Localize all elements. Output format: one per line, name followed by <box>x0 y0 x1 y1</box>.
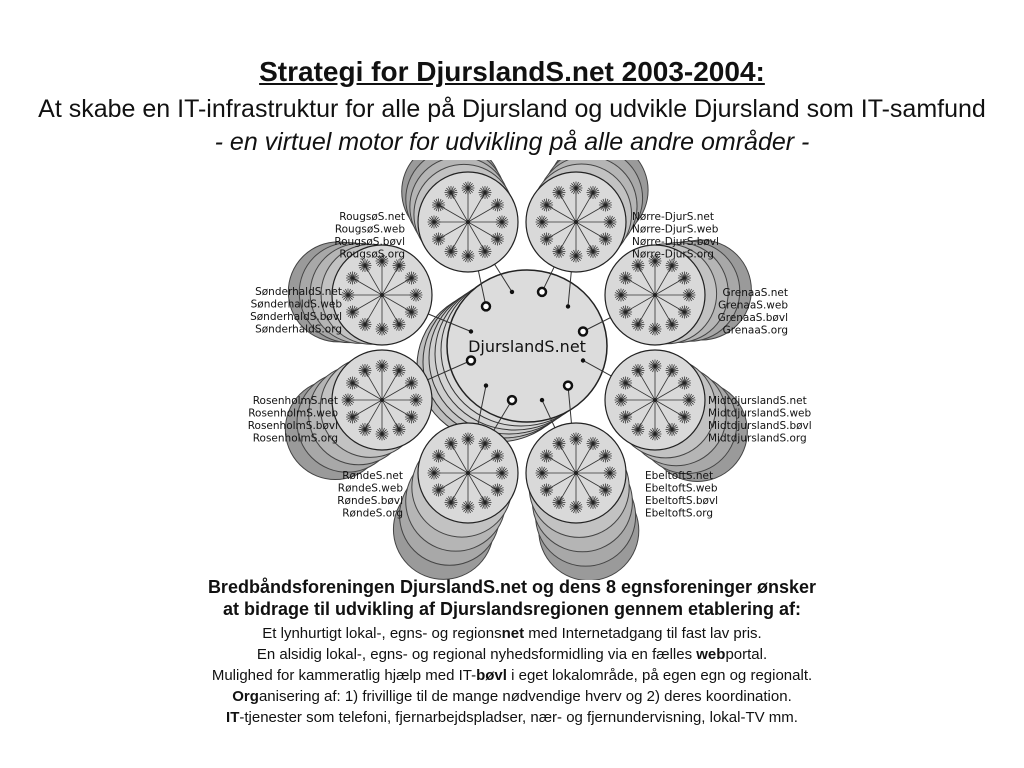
node-hub-dot <box>380 398 384 402</box>
node-label: EbeltoftS.bøvl <box>645 495 719 507</box>
node-label: SønderhaldS.net <box>255 286 342 298</box>
description-item <box>0 623 1024 644</box>
node-hub-dot <box>574 220 578 224</box>
node-label: GrenaaS.net <box>722 287 788 299</box>
node-label: GrenaaS.bøvl <box>717 312 788 324</box>
description-item <box>0 665 1024 686</box>
description-item-keyword: web <box>696 646 726 663</box>
node-label: EbeltoftS.net <box>645 470 714 482</box>
node-label: RosenholmS.web <box>248 407 338 420</box>
node-label: GrenaaS.org <box>722 324 788 337</box>
hub-port-ring <box>564 382 572 390</box>
hub-port-ring <box>482 302 490 310</box>
node-label: RosenholmS.bøvl <box>247 420 338 432</box>
description-item-keyword: net <box>501 625 525 642</box>
page-subtitle: At skabe en IT-infrastruktur for alle på Djursland og udvikle Djursland som IT-samfund <box>38 95 986 123</box>
page-tagline: - en virtuel motor for udvikling på alle andre områder - <box>214 128 810 156</box>
hub-port-dot <box>540 398 544 402</box>
node-ebeltoft <box>526 423 626 523</box>
description-item-text: Et lynhurtigt lokal-, egns- og regions <box>262 625 502 642</box>
description-lead-1: Bredbåndsforeningen DjurslandS.net og dens 8 egnsforeninger ønsker <box>207 577 817 597</box>
description-item-text: Mulighed for kammeratlig hjælp med IT- <box>211 667 477 684</box>
node-label: RøndeS.net <box>342 470 403 482</box>
node-hub-dot <box>466 220 470 224</box>
node-label: EbeltoftS.web <box>645 482 718 495</box>
node-label: RøndeS.web <box>337 482 403 495</box>
node-rosenholm <box>332 350 432 450</box>
node-label: RøndeS.org <box>342 507 403 520</box>
node-label: MidtdjurslandS.web <box>708 407 812 420</box>
description-item-keyword: Org <box>232 688 259 705</box>
node-hub-dot <box>653 293 657 297</box>
description-block <box>0 576 1024 728</box>
description-lead-2: at bidrage til udvikling af Djurslandsregionen gennem etablering af: <box>222 599 802 619</box>
description-item-text: portal. <box>725 646 768 663</box>
description-item <box>0 644 1024 665</box>
node-label: Nørre-DjurS.web <box>632 223 719 236</box>
node-label: RosenholmS.org <box>252 432 338 445</box>
node-label: RougsøS.net <box>339 211 405 223</box>
node-label: EbeltoftS.org <box>645 507 714 520</box>
center-hub <box>382 222 655 473</box>
node-label: SønderhaldS.org <box>255 323 342 336</box>
node-ronde <box>418 423 518 523</box>
hub-port-dot <box>510 290 514 294</box>
node-label: RougsøS.org <box>339 248 405 261</box>
node-hub-dot <box>653 398 657 402</box>
node-label: MidtdjurslandS.net <box>708 395 807 407</box>
description-item <box>0 707 1024 728</box>
hub-port-ring <box>579 328 587 336</box>
node-label: SønderhaldS.bøvl <box>250 311 342 323</box>
description-item-text: anisering af: 1) frivillige til de mange nødvendige hverv og 2) deres koordination. <box>258 688 792 705</box>
description-item-text: i eget lokalområde, på egen egn og regionalt. <box>506 667 813 684</box>
node-label: MidtdjurslandS.org <box>708 432 807 445</box>
hub-port-dot <box>484 383 488 387</box>
node-norre-djurs <box>526 172 626 272</box>
description-item-text: En alsidig lokal-, egns- og regional nyhedsformidling via en fælles <box>256 646 697 663</box>
node-label: Nørre-DjurS.org <box>632 248 714 261</box>
hub-label: DjurslandS.net <box>468 337 586 356</box>
description-item-keyword: bøvl <box>476 667 507 684</box>
node-label: RougsøS.bøvl <box>334 236 405 248</box>
hub-port-dot <box>469 329 473 333</box>
description-items <box>0 623 1024 728</box>
hub-port-dot <box>581 358 585 362</box>
network-diagram <box>0 160 1024 580</box>
node-label: RougsøS.web <box>334 223 405 236</box>
node-hub-dot <box>466 471 470 475</box>
node-midtdjursland <box>605 350 705 450</box>
hub-port-dot <box>566 304 570 308</box>
hub-port-ring <box>467 356 475 364</box>
node-label: Nørre-DjurS.net <box>632 211 714 223</box>
description-item-text: med Internetadgang til fast lav pris. <box>524 625 762 642</box>
node-label: Nørre-DjurS.bøvl <box>632 236 719 248</box>
node-label: RosenholmS.net <box>252 395 338 407</box>
hub-port-ring <box>538 288 546 296</box>
node-hub-dot <box>380 293 384 297</box>
node-label: RøndeS.bøvl <box>337 495 403 507</box>
node-rougso <box>418 172 518 272</box>
description-item <box>0 686 1024 707</box>
node-label: SønderhaldS.web <box>250 298 342 311</box>
node-label: GrenaaS.web <box>718 299 788 312</box>
node-label: MidtdjurslandS.bøvl <box>708 420 812 432</box>
description-item-keyword: IT <box>226 709 240 726</box>
node-hub-dot <box>574 471 578 475</box>
page-title: Strategi for DjurslandS.net 2003-2004: <box>259 56 765 87</box>
hub-port-ring <box>508 396 516 404</box>
description-item-text: -tjenester som telefoni, fjernarbejdspladser, nær- og fjernundervisning, lokal-TV mm. <box>239 709 798 726</box>
